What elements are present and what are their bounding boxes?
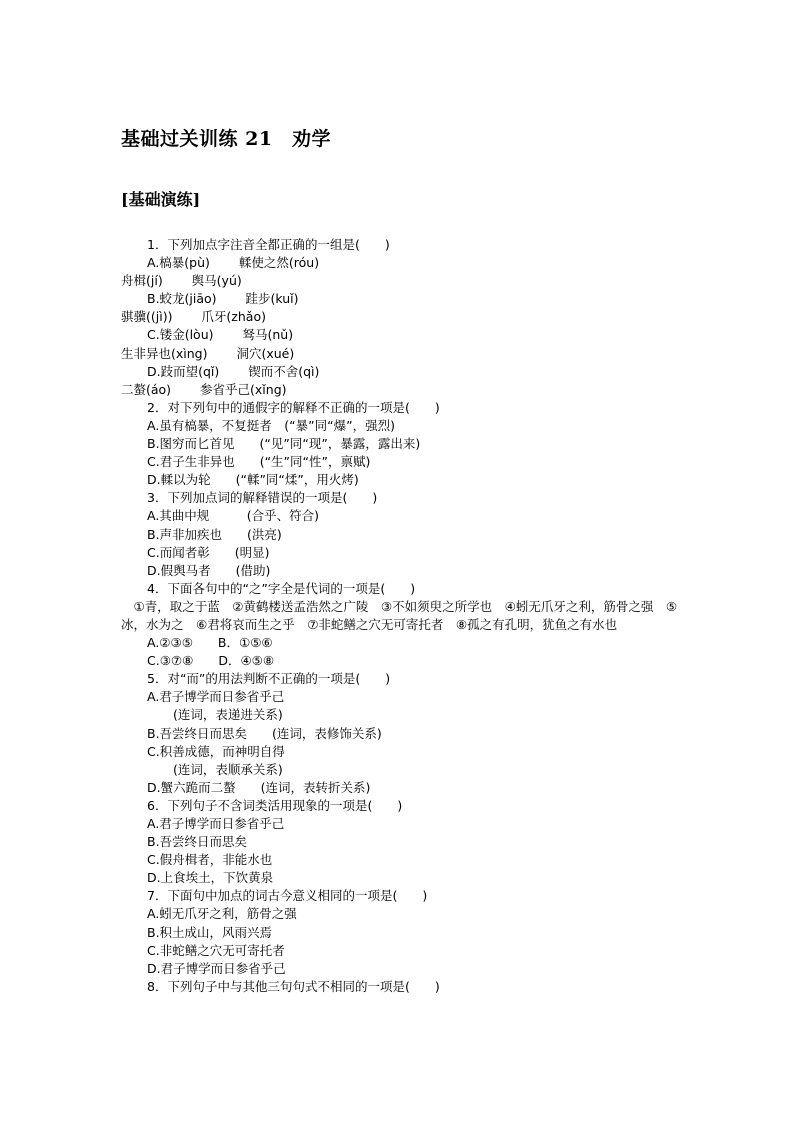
text-line: A.君子博学而日参省乎己 <box>147 816 285 831</box>
text-line: B.吾尝终日而思矣 <box>147 834 248 850</box>
text-line: 8．下列句子中与其他三句句式不相同的一项是( ) <box>147 978 440 994</box>
text-line: D.輮以为轮 (“輮”同“煣”，用火烤) <box>147 472 359 488</box>
text-line: C.君子生非异也 (“生”同“性”，禀赋) <box>147 454 371 470</box>
text-line: D.假舆马者 (借助) <box>147 562 271 578</box>
text-line: D.蟹六跪而二螯 (连词，表转折关系) <box>147 779 371 795</box>
text-line: 二螯(áo) 参省乎己(xǐng) <box>121 381 287 397</box>
text-line: (连词，表递进关系) <box>173 707 283 723</box>
text-line: B.积土成山，风雨兴焉 <box>147 924 273 940</box>
text-line: B.蛟龙(jiāo) 跬步(kuǐ) <box>147 291 299 307</box>
text-line: B.图穷而匕首见 (“见”同“现”，暴露，露出来) <box>147 436 421 452</box>
text-line: A.其曲中规 (合乎、符合) <box>147 508 320 524</box>
text-line: C.积善成德，而神明自得 <box>147 743 285 759</box>
text-line: A.②③⑤ B．①⑤⑥ <box>147 635 273 651</box>
text-line: ①青，取之于蓝 ②黄鹤楼送孟浩然之广陵 ③不如须臾之所学也 ④蚓无爪牙之利，筋骨之强 ⑤冰，水为之 ⑥君将哀而生之乎 ⑦非蛇鳝之穴无可寄托者 ⑧孤之有孔明，犹鱼之有水也 <box>121 598 678 632</box>
text-line: C.非蛇鳝之穴无可寄托者 <box>147 942 285 958</box>
text-line: 生非异也(xìng) 洞穴(xué) <box>121 345 295 361</box>
text-line: C.假舟楫者，非能水也 <box>147 852 273 868</box>
text-line: (连词，表顺承关系) <box>173 761 283 777</box>
text-line: C.③⑦⑧ D．④⑤⑧ <box>147 653 275 669</box>
text-line: D.君子博学而日参省乎己 <box>147 960 286 976</box>
text-line: D.跂而望(qǐ) 锲而不舍(qì) <box>147 363 320 379</box>
page-title: 基础过关训练 21 劝学 <box>121 128 332 150</box>
text-line: 7．下面句中加点的词古今意义相同的一项是( ) <box>147 888 428 904</box>
text-line: C.镂金(lòu) 驽马(nǔ) <box>147 327 294 343</box>
text-line: 3．下列加点词的解释错误的一项是( ) <box>147 490 378 506</box>
text-line: A.蚓无爪牙之利，筋骨之强 <box>147 906 297 922</box>
exercise-body <box>121 236 681 996</box>
text-line: 1．下列加点字注音全都正确的一组是( ) <box>147 237 390 252</box>
text-line: 舟楫(jí) 舆马(yú) <box>121 273 242 289</box>
text-line: A.君子博学而日参省乎己 <box>147 689 285 705</box>
text-line: B.声非加疾也 (洪亮) <box>147 526 282 542</box>
text-line: 2．对下列句中的通假字的解释不正确的一项是( ) <box>147 399 440 415</box>
text-line: D.上食埃土，下饮黄泉 <box>147 870 274 886</box>
text-line: 5．对“而”的用法判断不正确的一项是( ) <box>147 671 391 687</box>
text-line: C.而闻者彰 (明显) <box>147 544 270 560</box>
text-line: A.槁暴(pù) 輮使之然(róu) <box>147 255 320 271</box>
text-line: 骐骥((jì)) 爪牙(zhǎo) <box>121 309 266 325</box>
text-line: A.虽有槁暴，不复挺者 (“暴”同“爆”，强烈) <box>147 417 395 433</box>
section-heading: [基础演练] <box>121 190 201 209</box>
text-line: B.吾尝终日而思矣 (连词，表修饰关系) <box>147 725 382 741</box>
text-line: 4．下面各句中的“之”字全是代词的一项是( ) <box>147 580 416 596</box>
text-line: 6．下列句子不含词类活用现象的一项是( ) <box>147 797 403 813</box>
